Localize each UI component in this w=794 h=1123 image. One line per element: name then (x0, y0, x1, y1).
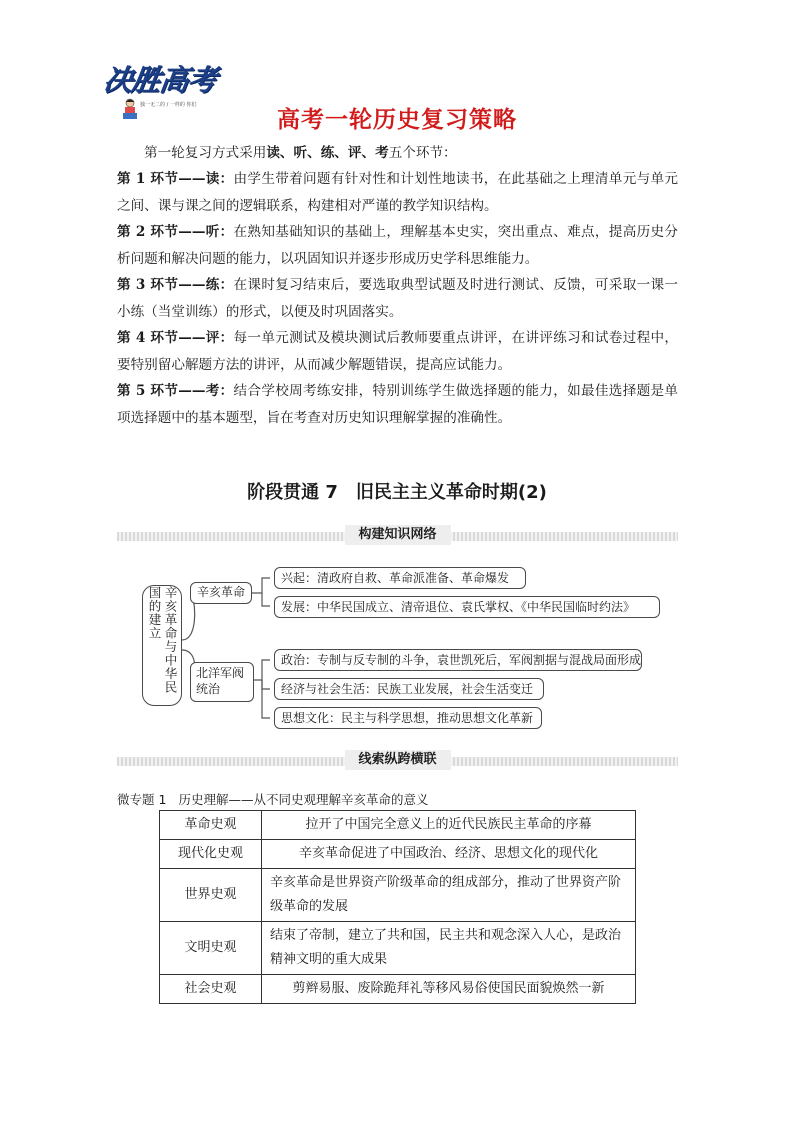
table-row (160, 975, 636, 1004)
section-banner-clues (117, 750, 678, 770)
step-text: 每一单元测试及模块测试后教师要重点讲评，在讲评练习和试卷过程中，要特别留心解题方法的讲评，从而减少解题错误，提高应试能力。 (117, 330, 678, 373)
view-name: 世界史观 (160, 869, 262, 922)
step-text: 在熟知基础知识的基础上，理解基本史实，突出重点、难点，提高历史分析问题和解决问题的能力，以巩固知识并逐步形成历史学科思维能力。 (117, 224, 678, 267)
tree-leaf: 经济与社会生活：民族工业发展，社会生活变迁 (274, 678, 544, 700)
logo-text: 决胜高考 (101, 63, 219, 97)
view-meaning: 结束了帝制，建立了共和国，民主共和观念深入人心，是政治精神文明的重大成果 (262, 922, 636, 975)
step-label: 第 2 环节——听： (117, 224, 234, 240)
step-text: 在课时复习结束后，要选取典型试题及时进行测试、反馈，可采取一课一小练（当堂训练）的形式，以便及时巩固落实。 (117, 277, 678, 320)
tree-root: 辛亥革命与中华民国的建立 (142, 585, 182, 706)
tree-leaf: 兴起：清政府自救、革命派准备、革命爆发 (274, 567, 526, 589)
banner-label: 线索纵跨横联 (344, 750, 450, 770)
table-row (160, 840, 636, 869)
tree-leaf: 政治：专制与反专制的斗争，袁世凯死后，军阀割据与混战局面形成 (274, 649, 642, 671)
table-row (160, 869, 636, 922)
view-meaning: 剪辫易服、废除跪拜礼等移风易俗使国民面貌焕然一新 (262, 975, 636, 1004)
tree-leaf: 发展：中华民国成立、清帝退位、袁氏掌权、《中华民国临时约法》 (274, 596, 660, 618)
intro-prefix: 第一轮复习方式采用 (144, 145, 267, 161)
step-label: 第 3 环节——练： (117, 277, 234, 293)
subtopic-heading (117, 790, 428, 808)
tree-branch-xinhai: 辛亥革命 (190, 582, 252, 604)
logo-subtitle: 独一无二的 / 一样的 你们 (140, 102, 197, 108)
step-label: 第 1 环节——读： (117, 171, 234, 187)
view-meaning: 辛亥革命是世界资产阶级革命的组成部分，推动了世界资产阶级革命的发展 (262, 869, 636, 922)
section-title: 阶段贯通 7 旧民主主义革命时期(2) (247, 482, 547, 503)
view-name: 文明史观 (160, 922, 262, 975)
step-text: 由学生带着问题有针对性和计划性地读书，在此基础之上理清单元与单元之间、课与课之间的逻辑联系，构建相对严谨的教学知识结构。 (117, 171, 678, 214)
page-title: 高考一轮历史复习策略 (277, 107, 517, 133)
view-meaning: 辛亥革命促进了中国政治、经济、思想文化的现代化 (262, 840, 636, 869)
tree-leaf: 思想文化：民主与科学思想，推动思想文化革新 (274, 707, 542, 729)
subtopic-number: 微专题 1 (117, 792, 167, 807)
subtopic-title: 历史理解——从不同史观理解辛亥革命的意义 (178, 792, 429, 807)
step-label: 第 5 环节——考： (117, 383, 234, 399)
view-name: 社会史观 (160, 975, 262, 1004)
intro-bold: 读、听、练、评、考 (266, 145, 389, 161)
view-name: 革命史观 (160, 811, 262, 840)
table-row (160, 922, 636, 975)
banner-label: 构建知识网络 (344, 525, 450, 545)
tree-branch-beiyang: 北洋军阀统治 (190, 662, 254, 702)
view-meaning: 拉开了中国完全意义上的近代民族民主革命的序幕 (262, 811, 636, 840)
table-row (160, 811, 636, 840)
historical-views-table (159, 810, 636, 1004)
view-name: 现代化史观 (160, 840, 262, 869)
step-text: 结合学校周考练安排，特别训练学生做选择题的能力，如最佳选择题是单项选择题中的基本题型，旨在考查对历史知识理解掌握的准确性。 (117, 383, 678, 426)
intro-suffix: 五个环节： (388, 145, 457, 161)
step-label: 第 4 环节——评： (117, 330, 234, 346)
